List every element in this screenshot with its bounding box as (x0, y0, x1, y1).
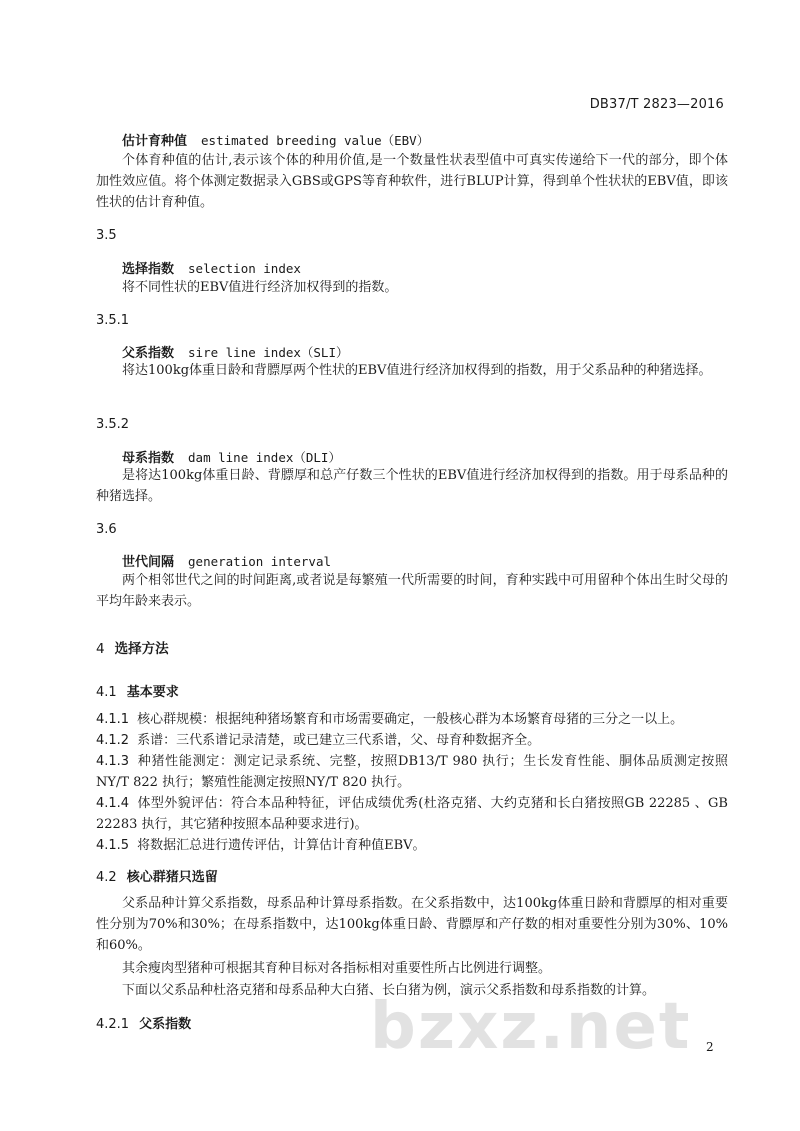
definition-ebv: 个体育种值的估计,表示该个体的种用价值,是一个数量性状表型值中可真实传递给下一代的部分，即个体加性效应值。将个体测定数据录入GBS或GPS等育种软件，进行BLUP计算，得到单个性状状的EBV值，即该性状的估计育种值。 (96, 153, 728, 210)
clause-number-3-5: 3.5 (96, 228, 117, 243)
paragraph-index-weights: 父系品种计算父系指数，母系品种计算母系指数。在父系指数中，达100kg体重日龄和背膘厚的相对重要性分别为70%和30%；在母系指数中，达100kg体重日龄、背膘厚和产仔数的相对重要性分别为30%、10%和60%。 (96, 896, 728, 953)
item-number: 4.1.4 (96, 796, 130, 811)
clause-number-3-5-2: 3.5.2 (96, 417, 130, 432)
term-generation-interval-en: generation interval (188, 554, 332, 569)
term-selection-index (122, 258, 301, 277)
section-title-4-1: 基本要求 (126, 685, 179, 700)
term-sire-line-index-en: sire line index（SLI） (188, 345, 349, 360)
item-text: 核心群规模：根据纯种猪场繁育和市场需要确定，一般核心群为本场繁育母猪的三分之一以上。 (137, 712, 684, 727)
list-item (96, 730, 728, 751)
document-code: DB37/T 2823—2016 (589, 97, 724, 112)
definition-dam-line-index: 是将达100kg体重日龄、背膘厚和总产仔数三个性状的EBV值进行经济加权得到的指数。用于母系品种的种猪选择。 (96, 468, 728, 504)
list-item (96, 709, 728, 730)
list-item (96, 835, 728, 856)
item-text: 系谱：三代系谱记录清楚，或已建立三代系谱，父、母育种数据齐全。 (137, 733, 541, 748)
watermark: bzxz.net (370, 990, 692, 1064)
section-number-4-2-1: 4.2.1 (96, 1017, 130, 1032)
item-number: 4.1.1 (96, 712, 130, 727)
term-generation-interval (122, 551, 331, 570)
definition-sire-line-index: 将达100kg体重日龄和背膘厚两个性状的EBV值进行经济加权得到的指数，用于父系品种的种猪选择。 (122, 363, 712, 378)
list-item (96, 751, 728, 793)
section-heading-4-2-1 (96, 1013, 191, 1032)
item-number: 4.1.2 (96, 733, 130, 748)
section-number-4-1: 4.1 (96, 685, 117, 700)
definition-selection-index: 将不同性状的EBV值进行经济加权得到的指数。 (122, 280, 398, 295)
clause-number-3-6: 3.6 (96, 522, 117, 537)
item-number: 4.1.3 (96, 754, 130, 769)
term-generation-interval-cn: 世代间隔 (122, 555, 175, 570)
definition-generation-interval: 两个相邻世代之间的时间距离,或者说是每繁殖一代所需要的时间，育种实践中可用留种个体出生时父母的平均年龄来表示。 (96, 573, 728, 609)
section-title-4: 选择方法 (114, 641, 169, 657)
term-dam-line-index-cn: 母系指数 (122, 451, 175, 466)
list-item (96, 793, 728, 835)
section-heading-4-2 (96, 866, 218, 885)
term-dam-line-index-en: dam line index（DLI） (188, 450, 341, 465)
section-title-4-2: 核心群猪只选留 (126, 870, 218, 885)
item-number: 4.1.5 (96, 838, 130, 853)
term-sire-line-index-cn: 父系指数 (122, 346, 175, 361)
section-number-4: 4 (96, 641, 105, 657)
term-dam-line-index (122, 447, 341, 466)
section-title-4-2-1: 父系指数 (139, 1017, 192, 1032)
term-selection-index-en: selection index (188, 261, 301, 276)
page-number: 2 (706, 1040, 714, 1054)
term-sire-line-index (122, 342, 348, 361)
section-heading-4 (96, 637, 169, 657)
section-number-4-2: 4.2 (96, 870, 117, 885)
paragraph-example: 下面以父系品种杜洛克猪和母系品种大白猪、长白猪为例，演示父系指数和母系指数的计算。 (122, 983, 656, 998)
paragraph-adjustment: 其余瘦肉型猪种可根据其育种目标对各指标相对重要性所占比例进行调整。 (122, 961, 552, 976)
item-text: 将数据汇总进行遗传评估，计算估计育种值EBV。 (137, 838, 426, 853)
term-ebv-cn: 估计育种值 (122, 134, 188, 149)
clause-number-3-5-1: 3.5.1 (96, 313, 130, 328)
section-heading-4-1 (96, 681, 179, 700)
term-ebv-en: estimated breeding value（EBV） (201, 133, 430, 148)
item-text: 种猪性能测定：测定记录系统、完整，按照DB13/T 980 执行；生长发育性能、胴体品质测定按照NY/T 822 执行；繁殖性能测定按照NY/T 820 执行。 (96, 754, 728, 790)
term-ebv (122, 130, 429, 149)
term-selection-index-cn: 选择指数 (122, 262, 175, 277)
item-text: 体型外貌评估：符合本品种特征，评估成绩优秀(杜洛克猪、大约克猪和长白猪按照GB 22285 、GB 22283 执行，其它猪种按照本品种要求进行)。 (96, 796, 728, 832)
